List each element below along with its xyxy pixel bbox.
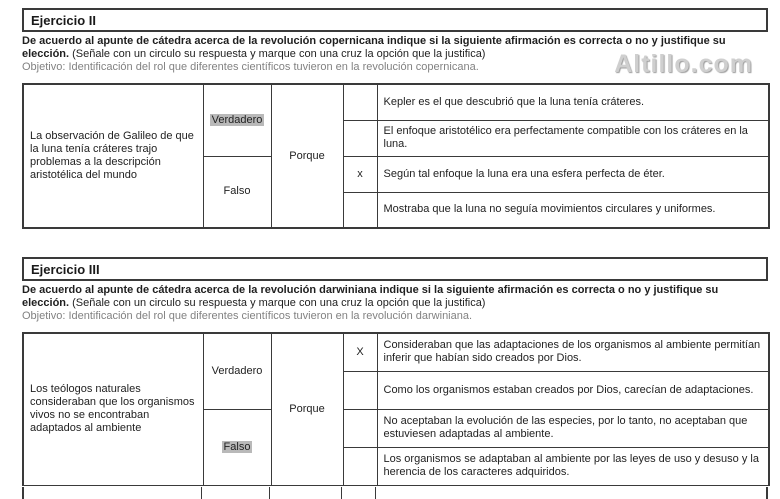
exercise-3-instruction xyxy=(22,284,759,310)
option-text-cell: Según tal enfoque la luna era una esfera perfecta de éter. xyxy=(377,156,769,192)
instruction-bold-text: De acuerdo al apunte de cátedra acerca de la revolución copernicana indique si la siguiente afirmación es correcta o no y justifique su elección. xyxy=(22,35,726,60)
option-text-cell: Como los organismos estaban creados por Dios, carecían de adaptaciones. xyxy=(377,371,769,409)
table-continuation-line xyxy=(341,487,342,499)
statement-cell: Los teólogos naturales consideraban que los organismos vivos no se encontraban adaptados al ambiente xyxy=(23,333,203,485)
instruction-normal-text: (Señale con un circulo su respuesta y marque con una cruz la opción que la justifica) xyxy=(69,297,486,309)
altillo-watermark: Altillo.com xyxy=(614,50,753,78)
statement-cell: La observación de Galileo de que la luna tenía cráteres trajo problemas a la descripción aristotélica del mundo xyxy=(23,84,203,228)
exercise-2-title-box xyxy=(22,8,768,32)
option-text-cell: El enfoque aristotélico era perfectamente compatible con los cráteres en la luna. xyxy=(377,120,769,156)
table-row xyxy=(23,333,769,371)
falso-label: Falso xyxy=(223,185,251,198)
table-row xyxy=(23,84,769,120)
falso-cell xyxy=(203,156,271,228)
option-text-cell: Consideraban que las adaptaciones de los organismos al ambiente permitían inferir que habían sido creados por Dios. xyxy=(377,333,769,371)
table-continuation-line xyxy=(22,487,24,499)
instruction-bold-text: De acuerdo al apunte de cátedra acerca de la revolución darwiniana indique si la siguiente afirmación es correcta o no y justifique su elección. xyxy=(22,284,719,309)
option-text-cell: No aceptaban la evolución de las especies, por lo tanto, no aceptaban que estuviesen adaptadas al ambiente. xyxy=(377,409,769,447)
falso-label: Falso xyxy=(223,440,251,453)
verdadero-cell xyxy=(203,84,271,156)
cross-mark-cell xyxy=(343,120,377,156)
cross-mark-cell xyxy=(343,447,377,485)
option-text-cell: Mostraba que la luna no seguía movimientos circulares y uniformes. xyxy=(377,192,769,228)
exercise-3-title: Ejercicio III xyxy=(31,261,100,277)
instruction-normal-text: (Señale con un circulo su respuesta y marque con una cruz la opción que la justifica) xyxy=(69,48,486,60)
exercise-2-objective: Objetivo: Identificación del rol que diferentes científicos tuvieron en la revolución copernicana. xyxy=(22,61,479,73)
verdadero-cell xyxy=(203,333,271,409)
exercise-3-section xyxy=(22,257,768,478)
exercise-2-title: Ejercicio II xyxy=(31,12,97,28)
exercise-3-title-box xyxy=(22,257,768,281)
falso-cell xyxy=(203,409,271,485)
option-text-cell: Kepler es el que descubrió que la luna tenía cráteres. xyxy=(377,84,769,120)
cross-mark-cell xyxy=(343,409,377,447)
cross-mark-cell xyxy=(343,192,377,228)
exercise-2-instruction xyxy=(22,35,759,61)
porque-cell: Porque xyxy=(271,333,343,485)
cross-mark-cell xyxy=(343,84,377,120)
table-continuation-line xyxy=(269,487,270,499)
cross-mark-cell: x xyxy=(343,156,377,192)
exercise-3-objective: Objetivo: Identificación del rol que diferentes científicos tuvieron en la revolución darwiniana. xyxy=(22,310,473,322)
verdadero-label: Verdadero xyxy=(211,364,263,377)
cross-mark-cell xyxy=(343,371,377,409)
porque-cell: Porque xyxy=(271,84,343,228)
exercise-2-table xyxy=(22,83,770,229)
table-continuation-line xyxy=(375,487,376,499)
table-continuation-line xyxy=(766,487,768,499)
exercise-3-table xyxy=(22,332,770,486)
cross-mark-cell: X xyxy=(343,333,377,371)
option-text-cell: Los organismos se adaptaban al ambiente por las leyes de uso y desuso y la herencia de los caracteres adquiridos. xyxy=(377,447,769,485)
verdadero-label: Verdadero xyxy=(211,113,263,126)
table-continuation-line xyxy=(201,487,202,499)
